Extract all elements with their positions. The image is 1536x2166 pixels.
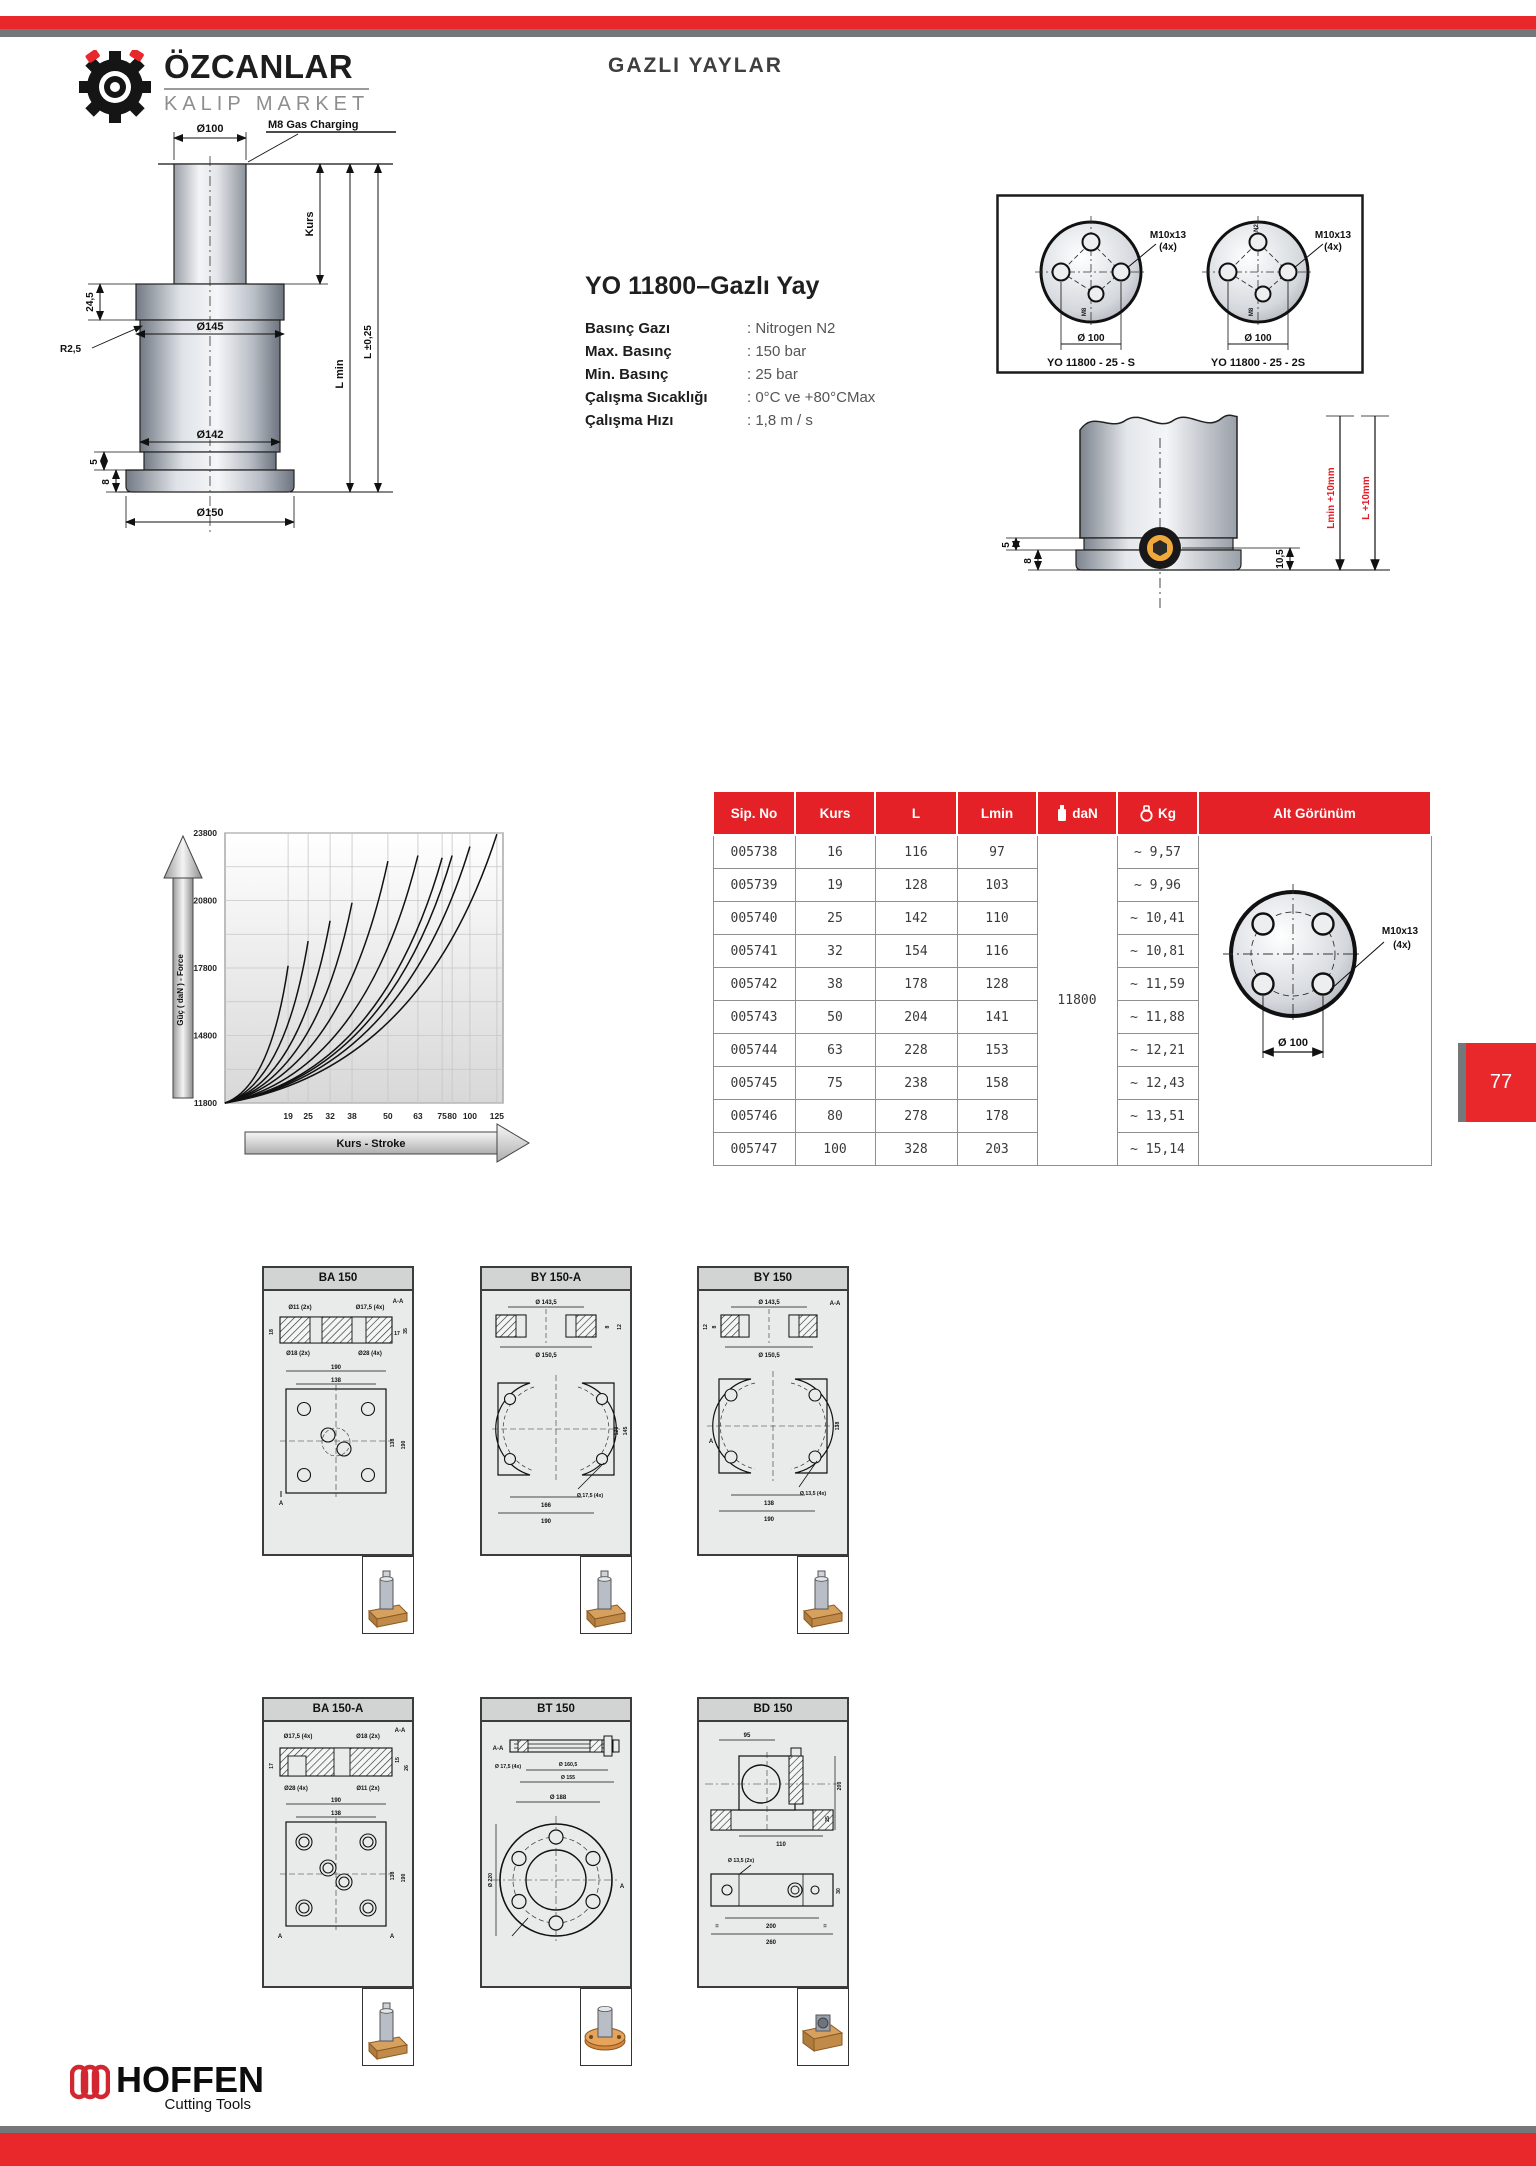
table-cell: 204 bbox=[875, 1001, 957, 1034]
alt-dia-label: Ø 100 bbox=[1278, 1037, 1308, 1049]
table-cell: 005747 bbox=[713, 1133, 795, 1166]
svg-text:190: 190 bbox=[401, 1873, 407, 1883]
svg-text:138: 138 bbox=[835, 1421, 841, 1431]
top-gray-bar bbox=[0, 29, 1536, 37]
table-cell: ~ 13,51 bbox=[1117, 1100, 1198, 1133]
svg-text:A: A bbox=[389, 1934, 395, 1940]
spec-label: Basınç Gazı bbox=[585, 320, 671, 337]
dim-r25: R2,5 bbox=[60, 344, 82, 355]
table-cell: 116 bbox=[957, 935, 1037, 968]
accessory-drawing-ba150 bbox=[264, 1291, 412, 1553]
mount-side-view bbox=[990, 398, 1424, 620]
svg-text:A: A bbox=[277, 1934, 283, 1940]
hoffen-mark-icon bbox=[70, 2062, 110, 2104]
alt-count-label: (4x) bbox=[1393, 940, 1411, 951]
table-cell: 005741 bbox=[713, 935, 795, 968]
svg-text:190: 190 bbox=[540, 1519, 552, 1525]
accessory-drawing-bd150 bbox=[699, 1722, 847, 1984]
chart-tick-label: 17800 bbox=[193, 963, 217, 973]
svg-text:Ø 155: Ø 155 bbox=[560, 1775, 576, 1781]
col-header-l: L bbox=[875, 791, 957, 835]
dan-merged-cell: 11800 bbox=[1037, 835, 1117, 1166]
svg-text:138: 138 bbox=[763, 1501, 775, 1507]
svg-text:200: 200 bbox=[765, 1924, 777, 1930]
brand-tagline: KALIP MARKET bbox=[164, 93, 370, 115]
svg-text:A-A: A-A bbox=[492, 1746, 504, 1752]
product-photo bbox=[797, 1556, 849, 1634]
table-cell: 005740 bbox=[713, 902, 795, 935]
table-cell: ~ 11,59 bbox=[1117, 968, 1198, 1001]
accessory-drawing-ba150a bbox=[264, 1722, 412, 1984]
table-cell: 158 bbox=[957, 1067, 1037, 1100]
spec-value: : 25 bar bbox=[747, 366, 798, 383]
accessory-title: BT 150 bbox=[482, 1699, 630, 1722]
svg-text:=: = bbox=[823, 1924, 827, 1930]
svg-text:Ø 13,5 (2x): Ø 13,5 (2x) bbox=[727, 1858, 755, 1864]
svg-text:Ø 143,5: Ø 143,5 bbox=[535, 1300, 557, 1306]
product-photo bbox=[580, 1988, 632, 2066]
table-cell: 153 bbox=[957, 1034, 1037, 1067]
table-cell: 110 bbox=[957, 902, 1037, 935]
accessory-title: BD 150 bbox=[699, 1699, 847, 1722]
svg-text:Ø17,5 (4x): Ø17,5 (4x) bbox=[283, 1734, 313, 1740]
svg-text:A: A bbox=[278, 1501, 284, 1507]
table-cell: ~ 10,81 bbox=[1117, 935, 1198, 968]
accessory-box-bd150 bbox=[697, 1697, 849, 1988]
dim-105: 10,5 bbox=[1275, 549, 1286, 569]
product-title: YO 11800–Gazlı Yay bbox=[585, 272, 820, 300]
svg-text:120: 120 bbox=[614, 1426, 620, 1436]
l-plus-label: L +10mm bbox=[1361, 476, 1372, 520]
chart-tick-label: 25 bbox=[303, 1111, 313, 1121]
col-header-lmin: Lmin bbox=[957, 791, 1037, 835]
svg-text:35: 35 bbox=[403, 1328, 409, 1334]
n2-mark: N2 bbox=[1254, 224, 1260, 232]
table-cell: 005738 bbox=[713, 835, 795, 869]
spec-value: : 150 bar bbox=[747, 343, 807, 360]
accessory-drawing-bt150 bbox=[482, 1722, 630, 1984]
svg-text:A: A bbox=[619, 1884, 625, 1890]
page-number-badge: 77 bbox=[1466, 1043, 1536, 1122]
accessory-title: BA 150-A bbox=[264, 1699, 412, 1722]
chart-tick-label: 38 bbox=[347, 1111, 357, 1121]
dim-5: 5 bbox=[89, 459, 100, 465]
table-cell: 005744 bbox=[713, 1034, 795, 1067]
variant-thread: M10x13 bbox=[1149, 230, 1187, 241]
svg-text:12: 12 bbox=[617, 1324, 623, 1330]
col-header-dan: daN bbox=[1037, 791, 1117, 835]
svg-text:260: 260 bbox=[765, 1940, 777, 1946]
accessory-box-by150a bbox=[480, 1266, 632, 1556]
product-photo bbox=[580, 1556, 632, 1634]
svg-text:Ø17,5 (4x): Ø17,5 (4x) bbox=[355, 1305, 385, 1311]
variant-code: YO 11800 - 25 - S bbox=[1046, 357, 1136, 369]
gas-spring-photo-icon bbox=[581, 1557, 630, 1632]
svg-text:Ø 160,5: Ø 160,5 bbox=[558, 1762, 578, 1768]
svg-text:190: 190 bbox=[330, 1798, 342, 1804]
table-cell: 228 bbox=[875, 1034, 957, 1067]
chart-tick-label: 14800 bbox=[193, 1030, 217, 1041]
variant-code: YO 11800 - 25 - 2S bbox=[1210, 357, 1306, 369]
svg-text:190: 190 bbox=[330, 1365, 342, 1371]
dim-5: 5 bbox=[1001, 542, 1012, 548]
footer-tagline: Cutting Tools bbox=[164, 2096, 251, 2113]
table-cell: 005745 bbox=[713, 1067, 795, 1100]
svg-text:Ø 188: Ø 188 bbox=[549, 1795, 567, 1801]
spec-label: Min. Basınç bbox=[585, 366, 669, 383]
svg-text:Ø28 (4x): Ø28 (4x) bbox=[284, 1786, 308, 1792]
product-info bbox=[585, 272, 915, 432]
table-header-row bbox=[713, 791, 1431, 835]
gas-charging-label: M8 Gas Charging bbox=[268, 119, 359, 131]
svg-text:12: 12 bbox=[703, 1324, 709, 1330]
bracket-photo-icon bbox=[798, 1989, 847, 2064]
svg-text:A-A: A-A bbox=[394, 1728, 406, 1734]
spec-table-wrap bbox=[712, 790, 1432, 1166]
svg-text:138: 138 bbox=[330, 1811, 342, 1817]
variant-count: (4x) bbox=[1159, 242, 1177, 253]
chart-y-axis-label: Güç ( daN ) - Force bbox=[176, 954, 185, 1026]
spec-table bbox=[712, 790, 1432, 1166]
svg-text:Ø 17,5 (4x): Ø 17,5 (4x) bbox=[576, 1493, 604, 1499]
table-cell: 203 bbox=[957, 1133, 1037, 1166]
svg-text:190: 190 bbox=[401, 1440, 407, 1450]
table-cell: 238 bbox=[875, 1067, 957, 1100]
table-cell: 80 bbox=[795, 1100, 875, 1133]
alt-thread-label: M10x13 bbox=[1381, 926, 1419, 937]
table-cell: 100 bbox=[795, 1133, 875, 1166]
table-cell: 16 bbox=[795, 835, 875, 869]
product-photo bbox=[797, 1988, 849, 2066]
accessory-title: BY 150 bbox=[699, 1268, 847, 1291]
table-cell: 142 bbox=[875, 902, 957, 935]
gas-spring-drawing bbox=[58, 112, 458, 544]
variant-count: (4x) bbox=[1324, 242, 1342, 253]
accessory-box-ba150a bbox=[262, 1697, 414, 1988]
chart-tick-label: 75 bbox=[437, 1111, 447, 1121]
page-title: GAZLI YAYLAR bbox=[608, 54, 783, 77]
svg-text:18: 18 bbox=[269, 1329, 275, 1335]
chart-tick-label: 63 bbox=[413, 1111, 423, 1121]
table-cell: ~ 12,43 bbox=[1117, 1067, 1198, 1100]
svg-text:95: 95 bbox=[743, 1733, 751, 1739]
svg-text:190: 190 bbox=[763, 1517, 775, 1523]
table-cell: 128 bbox=[957, 968, 1037, 1001]
chart-x-axis-label: Kurs - Stroke bbox=[336, 1138, 406, 1150]
table-cell: ~ 11,88 bbox=[1117, 1001, 1198, 1034]
table-cell: 63 bbox=[795, 1034, 875, 1067]
table-cell: 25 bbox=[795, 902, 875, 935]
svg-text:Ø 150,5: Ø 150,5 bbox=[535, 1353, 557, 1359]
table-cell: 005746 bbox=[713, 1100, 795, 1133]
gas-spring-photo-icon bbox=[798, 1557, 847, 1632]
page-badge-strip bbox=[1458, 1043, 1466, 1122]
table-cell: 97 bbox=[957, 835, 1037, 869]
table-cell: 50 bbox=[795, 1001, 875, 1034]
svg-text:138: 138 bbox=[330, 1378, 342, 1384]
dim-ltol: L ±0,25 bbox=[363, 325, 374, 359]
product-photo bbox=[362, 1556, 414, 1634]
svg-text:30: 30 bbox=[836, 1888, 842, 1894]
weight-icon bbox=[1139, 805, 1154, 822]
chart-tick-label: 19 bbox=[283, 1111, 293, 1121]
svg-text:110: 110 bbox=[776, 1842, 786, 1848]
footer-logo bbox=[70, 2059, 264, 2113]
chart-tick-label: 23800 bbox=[193, 828, 217, 838]
svg-text:=: = bbox=[715, 1924, 719, 1930]
dim-kurs: Kurs bbox=[304, 211, 316, 237]
dim-dia145: Ø145 bbox=[196, 321, 224, 333]
svg-text:Ø 143,5: Ø 143,5 bbox=[758, 1300, 780, 1306]
col-header-kg: Kg bbox=[1117, 791, 1198, 835]
spec-row bbox=[585, 409, 915, 432]
table-cell: ~ 12,21 bbox=[1117, 1034, 1198, 1067]
variant-thread: M10x13 bbox=[1314, 230, 1352, 241]
svg-text:138: 138 bbox=[390, 1871, 396, 1881]
svg-text:Ø 13,5 (4x): Ø 13,5 (4x) bbox=[799, 1491, 827, 1497]
svg-text:15: 15 bbox=[395, 1757, 401, 1763]
table-cell: 154 bbox=[875, 935, 957, 968]
svg-text:200: 200 bbox=[837, 1781, 843, 1791]
svg-text:A: A bbox=[708, 1439, 714, 1445]
table-cell: ~ 15,14 bbox=[1117, 1133, 1198, 1166]
accessory-box-by150 bbox=[697, 1266, 849, 1556]
table-cell: 38 bbox=[795, 968, 875, 1001]
accessory-title: BY 150-A bbox=[482, 1268, 630, 1291]
bottom-gray-bar bbox=[0, 2126, 1536, 2133]
table-cell: ~ 9,96 bbox=[1117, 869, 1198, 902]
table-cell: 75 bbox=[795, 1067, 875, 1100]
variant-box-drawing bbox=[996, 194, 1364, 374]
brand-name: ÖZCANLAR bbox=[164, 50, 369, 90]
accessory-box-ba150 bbox=[262, 1266, 414, 1556]
gas-spring-photo-icon bbox=[363, 1989, 412, 2064]
table-cell: 005742 bbox=[713, 968, 795, 1001]
dim-lmin: L min bbox=[334, 359, 346, 389]
table-cell: 128 bbox=[875, 869, 957, 902]
svg-text:Ø11 (2x): Ø11 (2x) bbox=[356, 1786, 380, 1792]
svg-text:Ø18 (2x): Ø18 (2x) bbox=[286, 1351, 310, 1357]
svg-text:Ø28 (4x): Ø28 (4x) bbox=[358, 1351, 382, 1357]
svg-text:138: 138 bbox=[390, 1438, 396, 1448]
table-cell: 178 bbox=[957, 1100, 1037, 1133]
chart-tick-label: 100 bbox=[462, 1111, 478, 1121]
spec-label: Max. Basınç bbox=[585, 343, 672, 360]
svg-text:Ø 220: Ø 220 bbox=[488, 1872, 494, 1888]
svg-text:Ø 150,5: Ø 150,5 bbox=[758, 1353, 780, 1359]
svg-text:26: 26 bbox=[404, 1765, 410, 1771]
table-cell: 005743 bbox=[713, 1001, 795, 1034]
accessory-drawing-by150 bbox=[699, 1291, 847, 1553]
table-cell: 278 bbox=[875, 1100, 957, 1133]
cylinder-icon bbox=[1056, 804, 1068, 822]
footer-brand: HOFFEN bbox=[116, 2059, 264, 2100]
svg-text:8: 8 bbox=[605, 1325, 611, 1329]
svg-text:8: 8 bbox=[712, 1325, 718, 1329]
valve-mark: M8 bbox=[1082, 307, 1088, 317]
chart-tick-label: 20800 bbox=[193, 895, 217, 906]
dim-8: 8 bbox=[1023, 558, 1034, 564]
spec-row bbox=[585, 317, 915, 340]
chart-tick-label: 50 bbox=[383, 1111, 393, 1121]
table-cell: 116 bbox=[875, 835, 957, 869]
spec-value: : Nitrogen N2 bbox=[747, 320, 836, 337]
force-stroke-chart bbox=[115, 818, 540, 1168]
top-red-bar bbox=[0, 16, 1536, 29]
chart-tick-label: 32 bbox=[325, 1111, 335, 1121]
dim-dia150: Ø150 bbox=[196, 507, 224, 519]
spec-value: : 1,8 m / s bbox=[747, 412, 813, 429]
spec-value: : 0°C ve +80°CMax bbox=[747, 389, 876, 406]
variant-dia: Ø 100 bbox=[1077, 333, 1105, 344]
table-cell: 141 bbox=[957, 1001, 1037, 1034]
spec-row bbox=[585, 386, 915, 409]
table-cell: 328 bbox=[875, 1133, 957, 1166]
svg-text:Ø 17,5 (4x): Ø 17,5 (4x) bbox=[494, 1764, 522, 1770]
valve-mark: M8 bbox=[1249, 307, 1255, 317]
col-header-altgorunum: Alt Görünüm bbox=[1198, 791, 1431, 835]
flange-photo-icon bbox=[581, 1989, 630, 2064]
table-cell: 005739 bbox=[713, 869, 795, 902]
spec-row bbox=[585, 363, 915, 386]
dim-dia142: Ø142 bbox=[196, 429, 224, 441]
spec-label: Çalışma Hızı bbox=[585, 412, 674, 429]
chart-tick-label: 125 bbox=[489, 1111, 504, 1121]
svg-text:17: 17 bbox=[394, 1331, 400, 1337]
product-photo bbox=[362, 1988, 414, 2066]
dim-245: 24,5 bbox=[85, 292, 96, 312]
svg-text:Ø11 (2x): Ø11 (2x) bbox=[288, 1305, 312, 1311]
svg-text:25: 25 bbox=[825, 1816, 831, 1822]
svg-text:17: 17 bbox=[269, 1763, 275, 1769]
svg-text:145: 145 bbox=[623, 1426, 629, 1436]
accessory-title: BA 150 bbox=[264, 1268, 412, 1291]
table-cell: 32 bbox=[795, 935, 875, 968]
table-cell: 103 bbox=[957, 869, 1037, 902]
spec-row bbox=[585, 340, 915, 363]
svg-text:166: 166 bbox=[540, 1503, 552, 1509]
svg-text:Ø18 (2x): Ø18 (2x) bbox=[356, 1734, 380, 1740]
col-header-sipno: Sip. No bbox=[713, 791, 795, 835]
chart-tick-label: 80 bbox=[447, 1111, 457, 1121]
chart-tick-label: 11800 bbox=[193, 1098, 217, 1108]
table-cell: 19 bbox=[795, 869, 875, 902]
dim-8: 8 bbox=[101, 479, 112, 485]
spec-label: Çalışma Sıcaklığı bbox=[585, 389, 708, 406]
gas-spring-photo-icon bbox=[363, 1557, 412, 1632]
variant-dia: Ø 100 bbox=[1244, 333, 1272, 344]
lmin-plus-label: Lmin +10mm bbox=[1326, 467, 1337, 529]
table-cell: 178 bbox=[875, 968, 957, 1001]
col-header-kurs: Kurs bbox=[795, 791, 875, 835]
table-row bbox=[713, 835, 1431, 869]
table-cell: ~ 9,57 bbox=[1117, 835, 1198, 869]
accessory-drawing-by150a bbox=[482, 1291, 630, 1553]
alt-view-merged-cell bbox=[1198, 835, 1431, 1166]
svg-text:A-A: A-A bbox=[392, 1299, 404, 1305]
svg-text:A-A: A-A bbox=[829, 1301, 841, 1307]
table-cell: ~ 10,41 bbox=[1117, 902, 1198, 935]
accessory-box-bt150 bbox=[480, 1697, 632, 1988]
dim-dia100: Ø100 bbox=[196, 123, 224, 135]
bottom-red-bar bbox=[0, 2133, 1536, 2166]
